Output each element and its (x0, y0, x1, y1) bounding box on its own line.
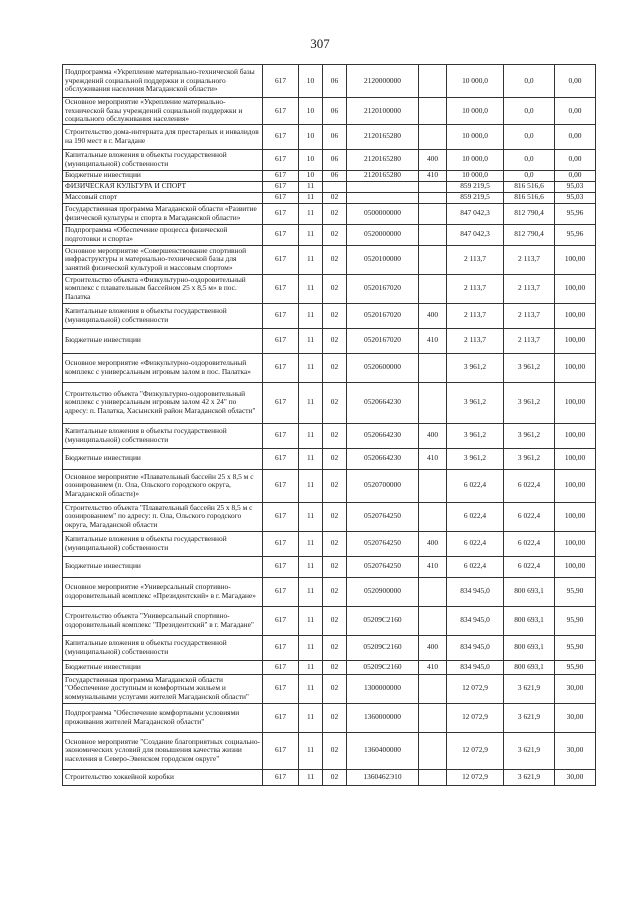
cell-plan: 2 113,7 (447, 328, 504, 353)
cell-name: Капитальные вложения в объекты государственной (муниципальной) собственности (63, 531, 263, 556)
cell-csr: 0520764250 (347, 502, 419, 531)
cell-rz: 11 (299, 245, 323, 274)
cell-name: Основное мероприятие «Плавательный бассейн 25 х 8,5 м с озонированием (п. Ола, Ольского городского округа, Магаданской области)» (63, 469, 263, 502)
cell-vr (419, 674, 447, 703)
cell-csr: 0520167020 (347, 274, 419, 303)
cell-exec: 3 961,2 (504, 382, 555, 423)
cell-csr (347, 192, 419, 203)
cell-plan: 10 000,0 (447, 170, 504, 181)
cell-grbs: 617 (263, 502, 299, 531)
cell-rz: 11 (299, 556, 323, 577)
cell-name: Бюджетные инвестиции (63, 170, 263, 181)
cell-plan: 6 022,4 (447, 556, 504, 577)
cell-exec: 0,0 (504, 124, 555, 149)
cell-grbs: 617 (263, 65, 299, 98)
cell-name: Основное мероприятие «Универсальный спортивно-оздоровительный комплекс «Президентский» в г. Магадане» (63, 577, 263, 606)
table-row (63, 469, 596, 502)
cell-pct: 0,00 (555, 170, 596, 181)
cell-exec: 3 961,2 (504, 448, 555, 469)
cell-plan: 3 961,2 (447, 448, 504, 469)
cell-name: Государственная программа Магаданской области "Обеспечение доступным и комфортным жильем и коммунальными услугами жителей Магаданской области" (63, 674, 263, 703)
cell-grbs: 617 (263, 149, 299, 170)
cell-csr: 0520664230 (347, 423, 419, 448)
cell-plan: 847 042,3 (447, 203, 504, 224)
table-row (63, 181, 596, 192)
cell-pct: 100,00 (555, 303, 596, 328)
cell-exec: 800 693,1 (504, 660, 555, 674)
cell-csr: 0520167020 (347, 328, 419, 353)
cell-csr: 0520700000 (347, 469, 419, 502)
cell-name: Основное мероприятие «Укрепление материально-технической базы учреждений социальной поддержки и социального обслуживания населения» (63, 98, 263, 125)
cell-rz: 11 (299, 448, 323, 469)
table-row (63, 531, 596, 556)
cell-csr: 1300000000 (347, 674, 419, 703)
cell-pr: 02 (323, 448, 347, 469)
table-row (63, 606, 596, 635)
cell-csr: 05209С2160 (347, 606, 419, 635)
cell-plan: 12 072,9 (447, 703, 504, 732)
cell-vr (419, 353, 447, 382)
table-row (63, 98, 596, 125)
table-row (63, 703, 596, 732)
cell-exec: 812 790,4 (504, 224, 555, 245)
table-row (63, 660, 596, 674)
table-row (63, 328, 596, 353)
cell-exec: 3 621,9 (504, 769, 555, 785)
cell-vr: 400 (419, 531, 447, 556)
cell-rz: 11 (299, 328, 323, 353)
cell-pr (323, 181, 347, 192)
cell-plan: 12 072,9 (447, 769, 504, 785)
cell-rz: 10 (299, 149, 323, 170)
table-row (63, 203, 596, 224)
cell-exec: 0,0 (504, 170, 555, 181)
cell-pct: 95,96 (555, 224, 596, 245)
cell-name: Строительство хоккейной коробки (63, 769, 263, 785)
cell-csr: 2120165280 (347, 124, 419, 149)
cell-pct: 100,00 (555, 448, 596, 469)
cell-rz: 11 (299, 606, 323, 635)
cell-plan: 3 961,2 (447, 423, 504, 448)
cell-csr: 05209С2160 (347, 635, 419, 660)
cell-pct: 0,00 (555, 149, 596, 170)
cell-vr: 400 (419, 423, 447, 448)
cell-rz: 10 (299, 65, 323, 98)
cell-rz: 11 (299, 703, 323, 732)
cell-pr: 02 (323, 556, 347, 577)
cell-exec: 800 693,1 (504, 577, 555, 606)
cell-name: Основное мероприятие "Создание благоприятных социально-экономических условий для повышения качества жизни населения в Северо-Эвенском городском округе" (63, 732, 263, 769)
cell-vr: 410 (419, 448, 447, 469)
cell-name: Бюджетные инвестиции (63, 448, 263, 469)
cell-plan: 6 022,4 (447, 502, 504, 531)
cell-csr (347, 181, 419, 192)
cell-rz: 11 (299, 732, 323, 769)
cell-vr (419, 769, 447, 785)
cell-vr: 410 (419, 660, 447, 674)
cell-vr (419, 124, 447, 149)
cell-rz: 10 (299, 98, 323, 125)
cell-pct: 95,96 (555, 203, 596, 224)
cell-vr (419, 502, 447, 531)
cell-pct: 100,00 (555, 531, 596, 556)
table-row (63, 577, 596, 606)
cell-name: Основное мероприятие «Совершенствование спортивной инфраструктуры и материально-технической базы для занятий физической культурой и массовым спортом» (63, 245, 263, 274)
cell-vr: 410 (419, 328, 447, 353)
cell-plan: 10 000,0 (447, 98, 504, 125)
cell-grbs: 617 (263, 170, 299, 181)
cell-pr: 06 (323, 124, 347, 149)
cell-exec: 0,0 (504, 149, 555, 170)
cell-csr: 0520764250 (347, 556, 419, 577)
cell-plan: 834 945,0 (447, 660, 504, 674)
cell-name: Строительство объекта "Физкультурно-оздоровительный комплекс с универсальным игровым залом 42 х 24" по адресу: п. Палатка, Хасынский район Магаданской области" (63, 382, 263, 423)
cell-pr: 02 (323, 577, 347, 606)
table-row (63, 732, 596, 769)
table-row (63, 65, 596, 98)
table-row (63, 556, 596, 577)
cell-pr: 02 (323, 502, 347, 531)
cell-rz: 11 (299, 769, 323, 785)
cell-plan: 847 042,3 (447, 224, 504, 245)
cell-vr (419, 192, 447, 203)
cell-pr: 02 (323, 423, 347, 448)
cell-vr (419, 469, 447, 502)
cell-pr: 02 (323, 203, 347, 224)
cell-rz: 10 (299, 170, 323, 181)
cell-pr: 06 (323, 170, 347, 181)
cell-csr: 0520600000 (347, 353, 419, 382)
cell-pr: 02 (323, 606, 347, 635)
cell-pct: 100,00 (555, 502, 596, 531)
cell-name: Бюджетные инвестиции (63, 556, 263, 577)
cell-exec: 2 113,7 (504, 328, 555, 353)
cell-exec: 3 961,2 (504, 353, 555, 382)
cell-rz: 11 (299, 181, 323, 192)
cell-exec: 3 621,9 (504, 674, 555, 703)
cell-pr: 02 (323, 274, 347, 303)
table-row (63, 245, 596, 274)
cell-csr: 2120100000 (347, 98, 419, 125)
cell-pr: 02 (323, 531, 347, 556)
cell-pr: 06 (323, 98, 347, 125)
cell-rz: 11 (299, 382, 323, 423)
cell-vr (419, 274, 447, 303)
cell-pr: 02 (323, 303, 347, 328)
cell-grbs: 617 (263, 274, 299, 303)
cell-exec: 800 693,1 (504, 606, 555, 635)
cell-pct: 95,90 (555, 635, 596, 660)
cell-plan: 6 022,4 (447, 469, 504, 502)
cell-grbs: 617 (263, 382, 299, 423)
cell-csr: 1360000000 (347, 703, 419, 732)
cell-plan: 2 113,7 (447, 303, 504, 328)
cell-rz: 11 (299, 469, 323, 502)
cell-pr: 02 (323, 635, 347, 660)
table-row (63, 149, 596, 170)
cell-plan: 10 000,0 (447, 65, 504, 98)
cell-pr: 06 (323, 65, 347, 98)
cell-rz: 11 (299, 353, 323, 382)
cell-plan: 10 000,0 (447, 149, 504, 170)
cell-grbs: 617 (263, 353, 299, 382)
cell-exec: 0,0 (504, 98, 555, 125)
table-row (63, 274, 596, 303)
cell-exec: 816 516,6 (504, 192, 555, 203)
cell-vr (419, 181, 447, 192)
cell-grbs: 617 (263, 606, 299, 635)
cell-name: Бюджетные инвестиции (63, 660, 263, 674)
cell-name: Капитальные вложения в объекты государственной (муниципальной) собственности (63, 303, 263, 328)
cell-name: Капитальные вложения в объекты государственной (муниципальной) собственности (63, 635, 263, 660)
cell-pr: 02 (323, 382, 347, 423)
cell-rz: 11 (299, 192, 323, 203)
cell-pct: 100,00 (555, 556, 596, 577)
cell-grbs: 617 (263, 556, 299, 577)
cell-vr (419, 606, 447, 635)
cell-csr: 0520664230 (347, 448, 419, 469)
cell-grbs: 617 (263, 423, 299, 448)
cell-pr: 02 (323, 224, 347, 245)
cell-csr: 1360400000 (347, 732, 419, 769)
cell-csr: 0520100000 (347, 245, 419, 274)
cell-grbs: 617 (263, 674, 299, 703)
cell-plan: 3 961,2 (447, 353, 504, 382)
cell-csr: 0520000000 (347, 224, 419, 245)
cell-csr: 2120000000 (347, 65, 419, 98)
cell-rz: 11 (299, 502, 323, 531)
cell-pr: 02 (323, 192, 347, 203)
cell-rz: 10 (299, 124, 323, 149)
cell-vr: 400 (419, 635, 447, 660)
cell-plan: 834 945,0 (447, 606, 504, 635)
cell-plan: 2 113,7 (447, 274, 504, 303)
cell-rz: 11 (299, 224, 323, 245)
cell-grbs: 617 (263, 469, 299, 502)
cell-csr: 05209С2160 (347, 660, 419, 674)
cell-pct: 0,00 (555, 65, 596, 98)
cell-name: Основное мероприятие «Физкультурно-оздоровительный комплекс с универсальным игровым залом в пос. Палатка» (63, 353, 263, 382)
cell-pct: 95,90 (555, 660, 596, 674)
cell-exec: 6 022,4 (504, 531, 555, 556)
cell-exec: 2 113,7 (504, 274, 555, 303)
table-row (63, 124, 596, 149)
cell-pct: 100,00 (555, 382, 596, 423)
cell-exec: 2 113,7 (504, 303, 555, 328)
cell-csr: 1360462Э10 (347, 769, 419, 785)
cell-vr (419, 245, 447, 274)
cell-csr: 0520764250 (347, 531, 419, 556)
cell-pct: 100,00 (555, 469, 596, 502)
cell-grbs: 617 (263, 577, 299, 606)
cell-plan: 12 072,9 (447, 674, 504, 703)
cell-name: Строительство объекта "Плавательный бассейн 25 х 8,5 м с озонированием" по адресу: п. Ола, Ольского городского округа, Магаданской области (63, 502, 263, 531)
page-number: 307 (310, 36, 330, 51)
cell-pr: 02 (323, 469, 347, 502)
cell-grbs: 617 (263, 203, 299, 224)
cell-pct: 30,00 (555, 732, 596, 769)
cell-rz: 11 (299, 577, 323, 606)
cell-plan: 12 072,9 (447, 732, 504, 769)
cell-pct: 95,90 (555, 577, 596, 606)
cell-csr: 0500000000 (347, 203, 419, 224)
cell-name: ФИЗИЧЕСКАЯ КУЛЬТУРА И СПОРТ (63, 181, 263, 192)
cell-plan: 834 945,0 (447, 577, 504, 606)
table-row (63, 382, 596, 423)
cell-vr: 410 (419, 170, 447, 181)
cell-grbs: 617 (263, 98, 299, 125)
cell-name: Массовый спорт (63, 192, 263, 203)
cell-pct: 0,00 (555, 124, 596, 149)
cell-vr (419, 382, 447, 423)
cell-pr: 02 (323, 660, 347, 674)
cell-csr: 0520664230 (347, 382, 419, 423)
cell-pct: 0,00 (555, 98, 596, 125)
cell-pct: 100,00 (555, 353, 596, 382)
cell-plan: 859 219,5 (447, 192, 504, 203)
cell-pct: 100,00 (555, 274, 596, 303)
cell-pct: 95,03 (555, 192, 596, 203)
cell-grbs: 617 (263, 303, 299, 328)
cell-csr: 2120165280 (347, 149, 419, 170)
cell-grbs: 617 (263, 635, 299, 660)
cell-plan: 2 113,7 (447, 245, 504, 274)
table-row (63, 448, 596, 469)
table-row (63, 170, 596, 181)
table-row (63, 769, 596, 785)
cell-name: Подпрограмма «Укрепление материально-технической базы учреждений социальной поддержки и социального обслуживания населения Магаданской области» (63, 65, 263, 98)
table-row (63, 224, 596, 245)
table-row (63, 635, 596, 660)
cell-name: Капитальные вложения в объекты государственной (муниципальной) собственности (63, 149, 263, 170)
cell-grbs: 617 (263, 124, 299, 149)
table-row (63, 303, 596, 328)
cell-name: Строительство дома-интерната для престарелых и инвалидов на 190 мест в г. Магадане (63, 124, 263, 149)
cell-exec: 6 022,4 (504, 469, 555, 502)
cell-pr: 02 (323, 245, 347, 274)
cell-pct: 30,00 (555, 674, 596, 703)
cell-exec: 2 113,7 (504, 245, 555, 274)
cell-grbs: 617 (263, 769, 299, 785)
cell-name: Бюджетные инвестиции (63, 328, 263, 353)
cell-rz: 11 (299, 635, 323, 660)
cell-exec: 6 022,4 (504, 502, 555, 531)
cell-pr: 02 (323, 674, 347, 703)
cell-grbs: 617 (263, 181, 299, 192)
cell-plan: 859 219,5 (447, 181, 504, 192)
cell-exec: 3 621,9 (504, 703, 555, 732)
cell-pr: 02 (323, 769, 347, 785)
cell-name: Капитальные вложения в объекты государственной (муниципальной) собственности (63, 423, 263, 448)
cell-name: Подпрограмма «Обеспечение процесса физической подготовки и спорта» (63, 224, 263, 245)
cell-csr: 0520900000 (347, 577, 419, 606)
cell-csr: 2120165280 (347, 170, 419, 181)
cell-grbs: 617 (263, 531, 299, 556)
cell-plan: 834 945,0 (447, 635, 504, 660)
cell-exec: 3 621,9 (504, 732, 555, 769)
cell-name: Государственная программа Магаданской области «Развитие физической культуры и спорта в Магаданской области» (63, 203, 263, 224)
cell-pr: 02 (323, 328, 347, 353)
cell-rz: 11 (299, 203, 323, 224)
cell-pct: 95,90 (555, 606, 596, 635)
cell-rz: 11 (299, 274, 323, 303)
cell-pct: 30,00 (555, 769, 596, 785)
cell-vr (419, 98, 447, 125)
cell-grbs: 617 (263, 703, 299, 732)
cell-pct: 30,00 (555, 703, 596, 732)
cell-vr (419, 65, 447, 98)
table-body (63, 65, 596, 786)
cell-exec: 6 022,4 (504, 556, 555, 577)
cell-vr (419, 203, 447, 224)
cell-vr (419, 224, 447, 245)
cell-name: Подпрограмма "Обеспечение комфортными условиями проживания жителей Магаданской области" (63, 703, 263, 732)
cell-pct: 100,00 (555, 245, 596, 274)
cell-vr (419, 703, 447, 732)
cell-grbs: 617 (263, 192, 299, 203)
cell-name: Строительство объекта «Физкультурно-оздоровительный комплекс с плавательным бассейном 25 х 8,5 м» в пос. Палатка (63, 274, 263, 303)
table-row (63, 192, 596, 203)
cell-pct: 95,03 (555, 181, 596, 192)
cell-exec: 800 693,1 (504, 635, 555, 660)
cell-exec: 3 961,2 (504, 423, 555, 448)
table-row (63, 353, 596, 382)
cell-vr: 400 (419, 149, 447, 170)
cell-pr: 02 (323, 703, 347, 732)
table-row (63, 674, 596, 703)
cell-grbs: 617 (263, 328, 299, 353)
cell-pr: 02 (323, 732, 347, 769)
cell-rz: 11 (299, 531, 323, 556)
cell-exec: 816 516,6 (504, 181, 555, 192)
cell-grbs: 617 (263, 660, 299, 674)
cell-pr: 02 (323, 353, 347, 382)
cell-exec: 812 790,4 (504, 203, 555, 224)
cell-vr: 410 (419, 556, 447, 577)
cell-rz: 11 (299, 674, 323, 703)
cell-rz: 11 (299, 660, 323, 674)
cell-csr: 0520167020 (347, 303, 419, 328)
cell-grbs: 617 (263, 224, 299, 245)
budget-table (62, 64, 596, 786)
cell-pct: 100,00 (555, 328, 596, 353)
cell-exec: 0,0 (504, 65, 555, 98)
table-row (63, 423, 596, 448)
cell-vr (419, 732, 447, 769)
cell-pr: 06 (323, 149, 347, 170)
cell-grbs: 617 (263, 448, 299, 469)
cell-pct: 100,00 (555, 423, 596, 448)
cell-vr: 400 (419, 303, 447, 328)
cell-plan: 6 022,4 (447, 531, 504, 556)
cell-vr (419, 577, 447, 606)
table-row (63, 502, 596, 531)
cell-grbs: 617 (263, 732, 299, 769)
cell-rz: 11 (299, 423, 323, 448)
cell-grbs: 617 (263, 245, 299, 274)
cell-name: Строительство объекта "Универсальный спортивно-оздоровительный комплекс "Президентский" в г. Магадане" (63, 606, 263, 635)
cell-plan: 3 961,2 (447, 382, 504, 423)
cell-plan: 10 000,0 (447, 124, 504, 149)
cell-rz: 11 (299, 303, 323, 328)
